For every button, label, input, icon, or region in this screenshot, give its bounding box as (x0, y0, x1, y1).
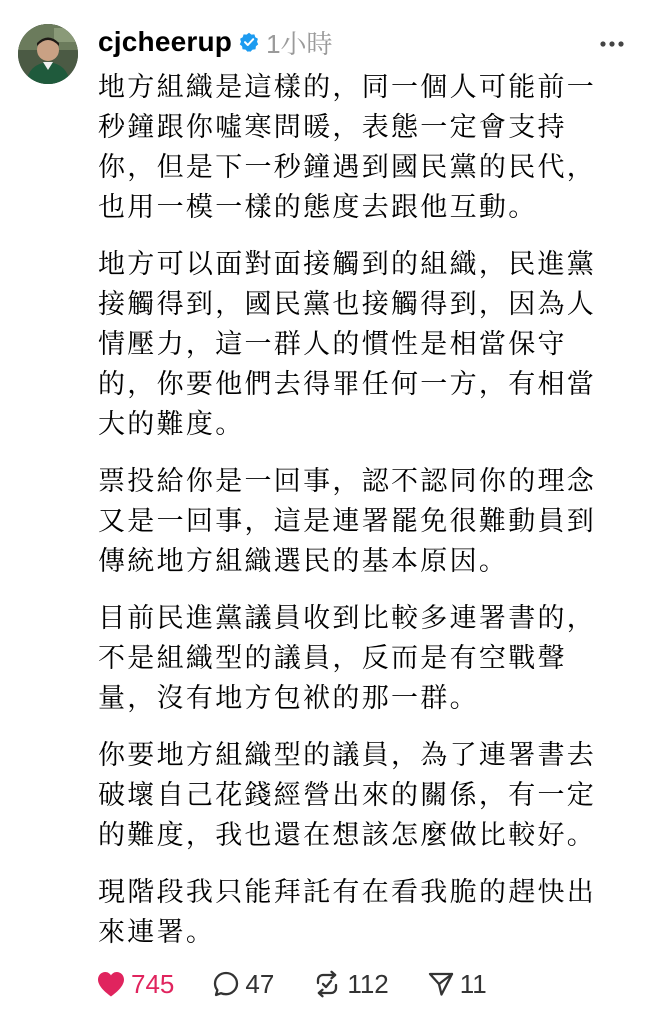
post-paragraph: 你要地方組織型的議員，為了連署書去 破壞自己花錢經營出來的關係，有一定 的難度，我也還在想該怎麼做比較好。 (98, 740, 597, 851)
more-options-icon[interactable] (599, 34, 625, 44)
post-paragraph: 票投給你是一回事，認不認同你的理念 又是一回事，這是連署罷免很難動員到 傳統地方組織選民的基本原因。 (98, 466, 597, 577)
heart-icon (96, 970, 126, 998)
comment-icon (212, 970, 240, 998)
share-button[interactable] (427, 969, 487, 1000)
like-count: 745 (131, 968, 175, 999)
post-paragraph: 現階段我只能拜託有在看我脆的趕快出 來連署。 (98, 877, 597, 948)
profile-photo (18, 24, 78, 84)
post-header (98, 22, 333, 62)
send-icon (427, 970, 455, 998)
repost-count: 112 (347, 968, 389, 999)
repost-icon (312, 970, 342, 998)
post-paragraph: 地方可以面對面接觸到的組織，民進黨 接觸得到，國民黨也接觸得到，因為人 情壓力，這一群人的慣性是相當保守 的，你要他們去得罪任何一方，有相當 大的難度。 (98, 249, 597, 440)
post-timestamp: 1小時 (266, 28, 333, 59)
reply-button[interactable] (212, 969, 274, 1000)
post-paragraph: 地方組織是這樣的，同一個人可能前一 秒鐘跟你噓寒問暖，表態一定會支持 你，但是下一秒鐘遇到國民黨的民代， 也用一模一樣的態度去跟他互動。 (98, 72, 597, 223)
like-button[interactable] (96, 969, 174, 1000)
post-body (98, 68, 620, 970)
username[interactable]: cjcheerup (98, 26, 233, 57)
reply-count: 47 (245, 968, 275, 999)
avatar[interactable] (18, 24, 78, 84)
post-paragraph: 目前民進黨議員收到比較多連署書的， 不是組織型的議員，反而是有空戰聲 量，沒有地方包袱的那一群。 (98, 603, 597, 714)
share-count: 11 (459, 968, 487, 999)
repost-button[interactable] (312, 969, 388, 1000)
verified-badge-icon (239, 32, 259, 52)
post-actions-bar (96, 964, 525, 1004)
